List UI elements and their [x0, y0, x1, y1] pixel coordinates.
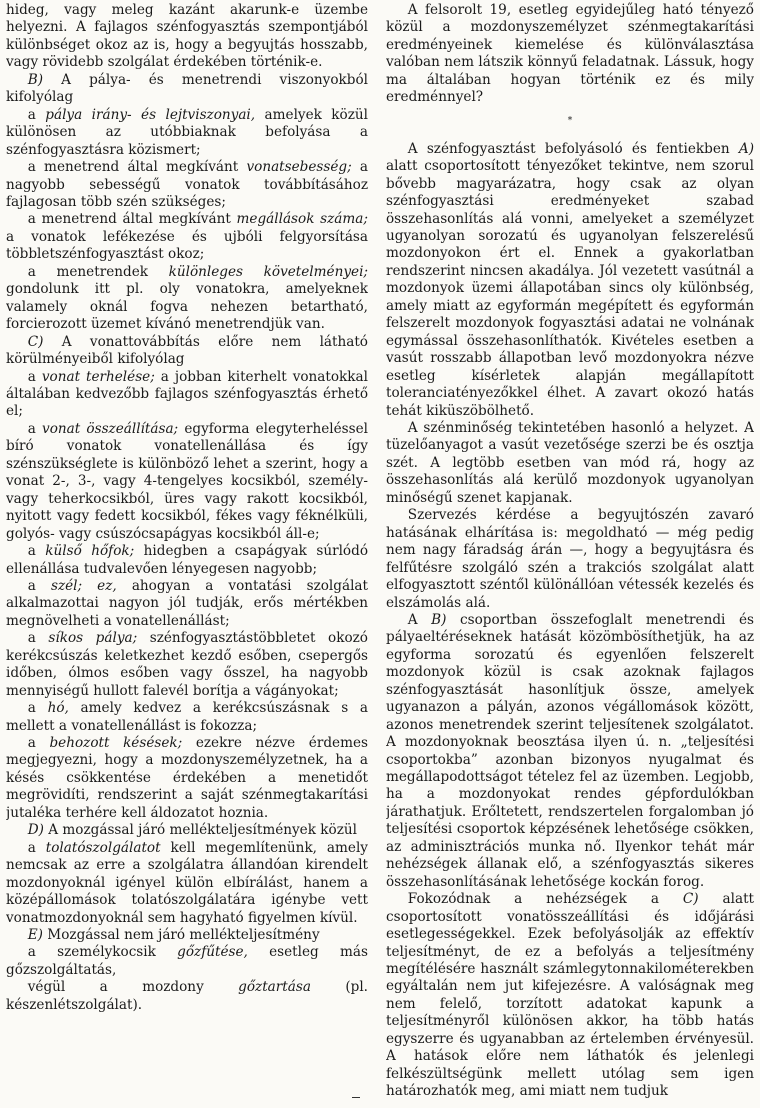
paragraph-r5: A B) csoportban összefoglalt menetrendi és pályaeltéréseknek hatását közömbösíthetjük, ha az egyforma sorozatú és egyenlően felszerelt mozdonyok közül is csak azoknak fajlagos szénfogyasztását hasonlítjuk össze, amelyek ugyanazon a pályán, azonos végállomások között, azonos menetrendek szerint teljesítenek szolgálatot. A mozdonyoknak beosztása ilyen ú. n. „teljesítési csoportokba” azonban bizonyos nyugalmat és megállapodottságot tételez fel az üzemben. Legjobb, ha a mozdonyokat rendes gépfordulókban járathatjuk. Erőltetett, rendszertelen forgalomban jó teljesítési csoportok képzésének lehetősége csökken, az adminisztrációs munka nő. Ilyenkor tehát már nehézségek állanak elő, a szénfogyasztás sikeres összehasonlításának lehetősége kockán forog.	[386, 611, 754, 890]
paragraph-r3: A szénminőség tekintetében hasonló a helyzet. A tüzelőanyagot a vasút vezetősége szerzi be és osztja szét. A legtöbb esetben van mód rá, hogy az összehasonlítás alá kerülő mozdonyok ugyanolyan minőségű szenet kapjanak.	[386, 419, 754, 506]
section-label-b: B)	[27, 71, 44, 88]
paragraph-l8: a vonat terhelése; a jobban kiterhelt vonatokkal általában kedvezőbb fajlagos szénfogyasztás érhető el;	[6, 368, 368, 420]
paragraph-r2: A szénfogyasztást befolyásoló és fentiekben A) alatt csoportosított tényezőket tekintve, nem szorul bővebb magyarázatra, hogy csak az olyan szénfogyasztási eredményeket szabad összehasonlítás alá vonni, amelyeket a személyzet ugyanolyan sorozatú és ugyanolyan felszerelésű mozdonyokon ért el. Ennek a gyakorlatban rendszerint nincsen akadálya. Jól vezetett vasútnál a mozdonyok üzemi állapotában sincs oly különbség, amely miatt az egyformán megépített és egyformán felszerelt mozdonyok fogyasztási adatai ne volnának egymással összehasonlíthatók. Kivételes esetben a vasút rosszabb állapotban levő mozdonyokra nézve esetleg kísérletek alapján megállapított toleranciatényezőkkel élhet. A zavart okozó hatás tehát kiküszöbölhető.	[386, 140, 754, 419]
paragraph-l13: a hó, amely kedvez a kerékcsúszásnak s a mellett a vonatellenállást is fokozza;	[6, 700, 368, 734]
left-column	[6, 2, 368, 1106]
paragraph-l11: a szél; ez, ahogyan a vontatási szolgálat alkalmazottai nagyon jól tudják, erős mértékben megnövelheti a vonatellenállást;	[6, 577, 368, 629]
paragraph-l9: a vonat összeállítása; egyforma elegyterheléssel bíró vonatok vonatellenállása és így szénszükséglete is különböző lehet a szerint, hogy a vonat 2-, 3-, vagy 4-tengelyes kocsikból, személy- vagy teherkocsikból, üres vagy rakott kocsikból, nyitott vagy fedett kocsikból, fékes vagy féknélküli, golyós- vagy csúszócsapágyas kocsikból áll-e;	[6, 420, 368, 542]
paragraph-l18: a személykocsik gőzfűtése, esetleg más gőzszolgáltatás,	[6, 944, 368, 978]
paragraph-l14: a behozott késések; ezekre nézve érdemes megjegyezni, hogy a mozdonyszemélyzetnek, ha a késés csökkentése érdekében a menetidőt megrövidíti, rendszerint a saját szénmegtakarítási jutaléka terhére kell áldozatot hoznia.	[6, 735, 368, 821]
paragraph-l7: C) A vonattovábbítás előre nem látható körülményeiből kifolyólag	[6, 333, 368, 368]
section-separator: *	[567, 115, 573, 126]
paragraph-l10: a külső hőfok; hidegben a csapágyak súrlódó ellenállása tudvalevően lényegesen nagyobb;	[6, 543, 368, 577]
rule-mark	[352, 1097, 360, 1098]
right-column	[386, 2, 754, 1106]
paragraph-l4: a menetrend által megkívánt vonatsebesség; a nagyobb sebességű vonatok továbbításához fajlagosan több szén szükséges;	[6, 159, 368, 210]
paragraph-l15: D) A mozgással járó mellékteljesítmények közül	[27, 822, 357, 839]
paragraph-text: hideg, vagy meleg kazánt akarunk-e üzembe helyezni. A fajlagos szénfogyasztás szempontjából különbséget okoz az is, hogy a begyujtás hosszabb, vagy rövidebb szolgálat érdekében történik-e.	[6, 2, 368, 71]
paragraph-l3: a pálya irány- és lejtviszonyai, amelyek közül különösen az utóbbiaknak befolyása a szénfogyasztásra közismert;	[6, 106, 368, 158]
paragraph-l2	[6, 72, 368, 107]
paragraph-r4: Szervezés kérdése a begyujtószén zavaró hatásának elhárítása is: megoldható — még pedig nem nagy fáradság árán —, hogy a begyujtásra és felfűtésre szolgáló szén a trakciós szolgálat alatt elfogyasztott széntől különállóan vétessék kezelés és elszámolás alá.	[386, 507, 754, 611]
paragraph-l12: a síkos pálya; szénfogyasztástöbbletet okozó kerékcsúszás keletkezhet kezdő esőben, csepergős időben, ólmos esőben vagy ősszel, ha nagyobb mennyiségű hullott falevél borítja a vágányokat;	[6, 630, 368, 699]
paragraph-l6: a menetrendek különleges követelményei; gondolunk itt pl. oly vonatokra, amelyeknek valamely oknál fogva nehezen betartható, forcierozott üzemet kívánó menetrendjük van.	[6, 263, 368, 333]
paragraph-l1	[6, 2, 368, 72]
paragraph-l17: E) Mozgással nem járó mellékteljesítmény	[27, 927, 320, 944]
paragraph-text: A pálya- és menetrendi viszonyokból kifolyólag	[6, 71, 368, 106]
paragraph-l16: a tolatószolgálatot kell megemlítenünk, amely nemcsak az erre a szolgálatra állandóan kirendelt mozdonyoknál igényel külön elbírálást, hanem a középállomások tolatószolgálatára igénybe vett vonatmozdonyoknál sem hagyható figyelmen kívül.	[6, 839, 368, 926]
paragraph-r1: A felsorolt 19, esetleg egyidejűleg ható tényező közül a mozdonyszemélyzet szénmegtakarítási eredményeinek kiemelése és különválasztása valóban nem látszik könnyű feladatnak. Lássuk, hogy ma általában hogyan történik ez és mily eredménnyel?	[386, 2, 754, 106]
paragraph-r6: Fokozódnak a nehézségek a C) alatt csoportosított vonatösszeállítási és időjárási esetlegességekkel. Ezek befolyásolják az effektív teljesítményt, de ez a befolyás a teljesítmény megítélésére használt számlegytonnakilométerekben egyáltalán nem jut kifejezésre. A valóságnak meg nem felelő, torzított adatokat kapunk a teljesítményről különösen akkor, ha több hatás egyszerre és ugyanabban az értelemben érvényesül. A hatások előre nem láthatók és jelenlegi felkészültségünk mellett utólag sem igen határozhatók meg, ami miatt nem tudjuk	[386, 891, 754, 1100]
paragraph-l5: a menetrend által megkívánt megállások száma; a vonatok lefékezése és ujbóli felgyorsítása többletszénfogyasztást okoz;	[6, 211, 368, 263]
paragraph-l19: végül a mozdony gőztartása (pl. készenlétszolgálat).	[6, 979, 368, 1013]
